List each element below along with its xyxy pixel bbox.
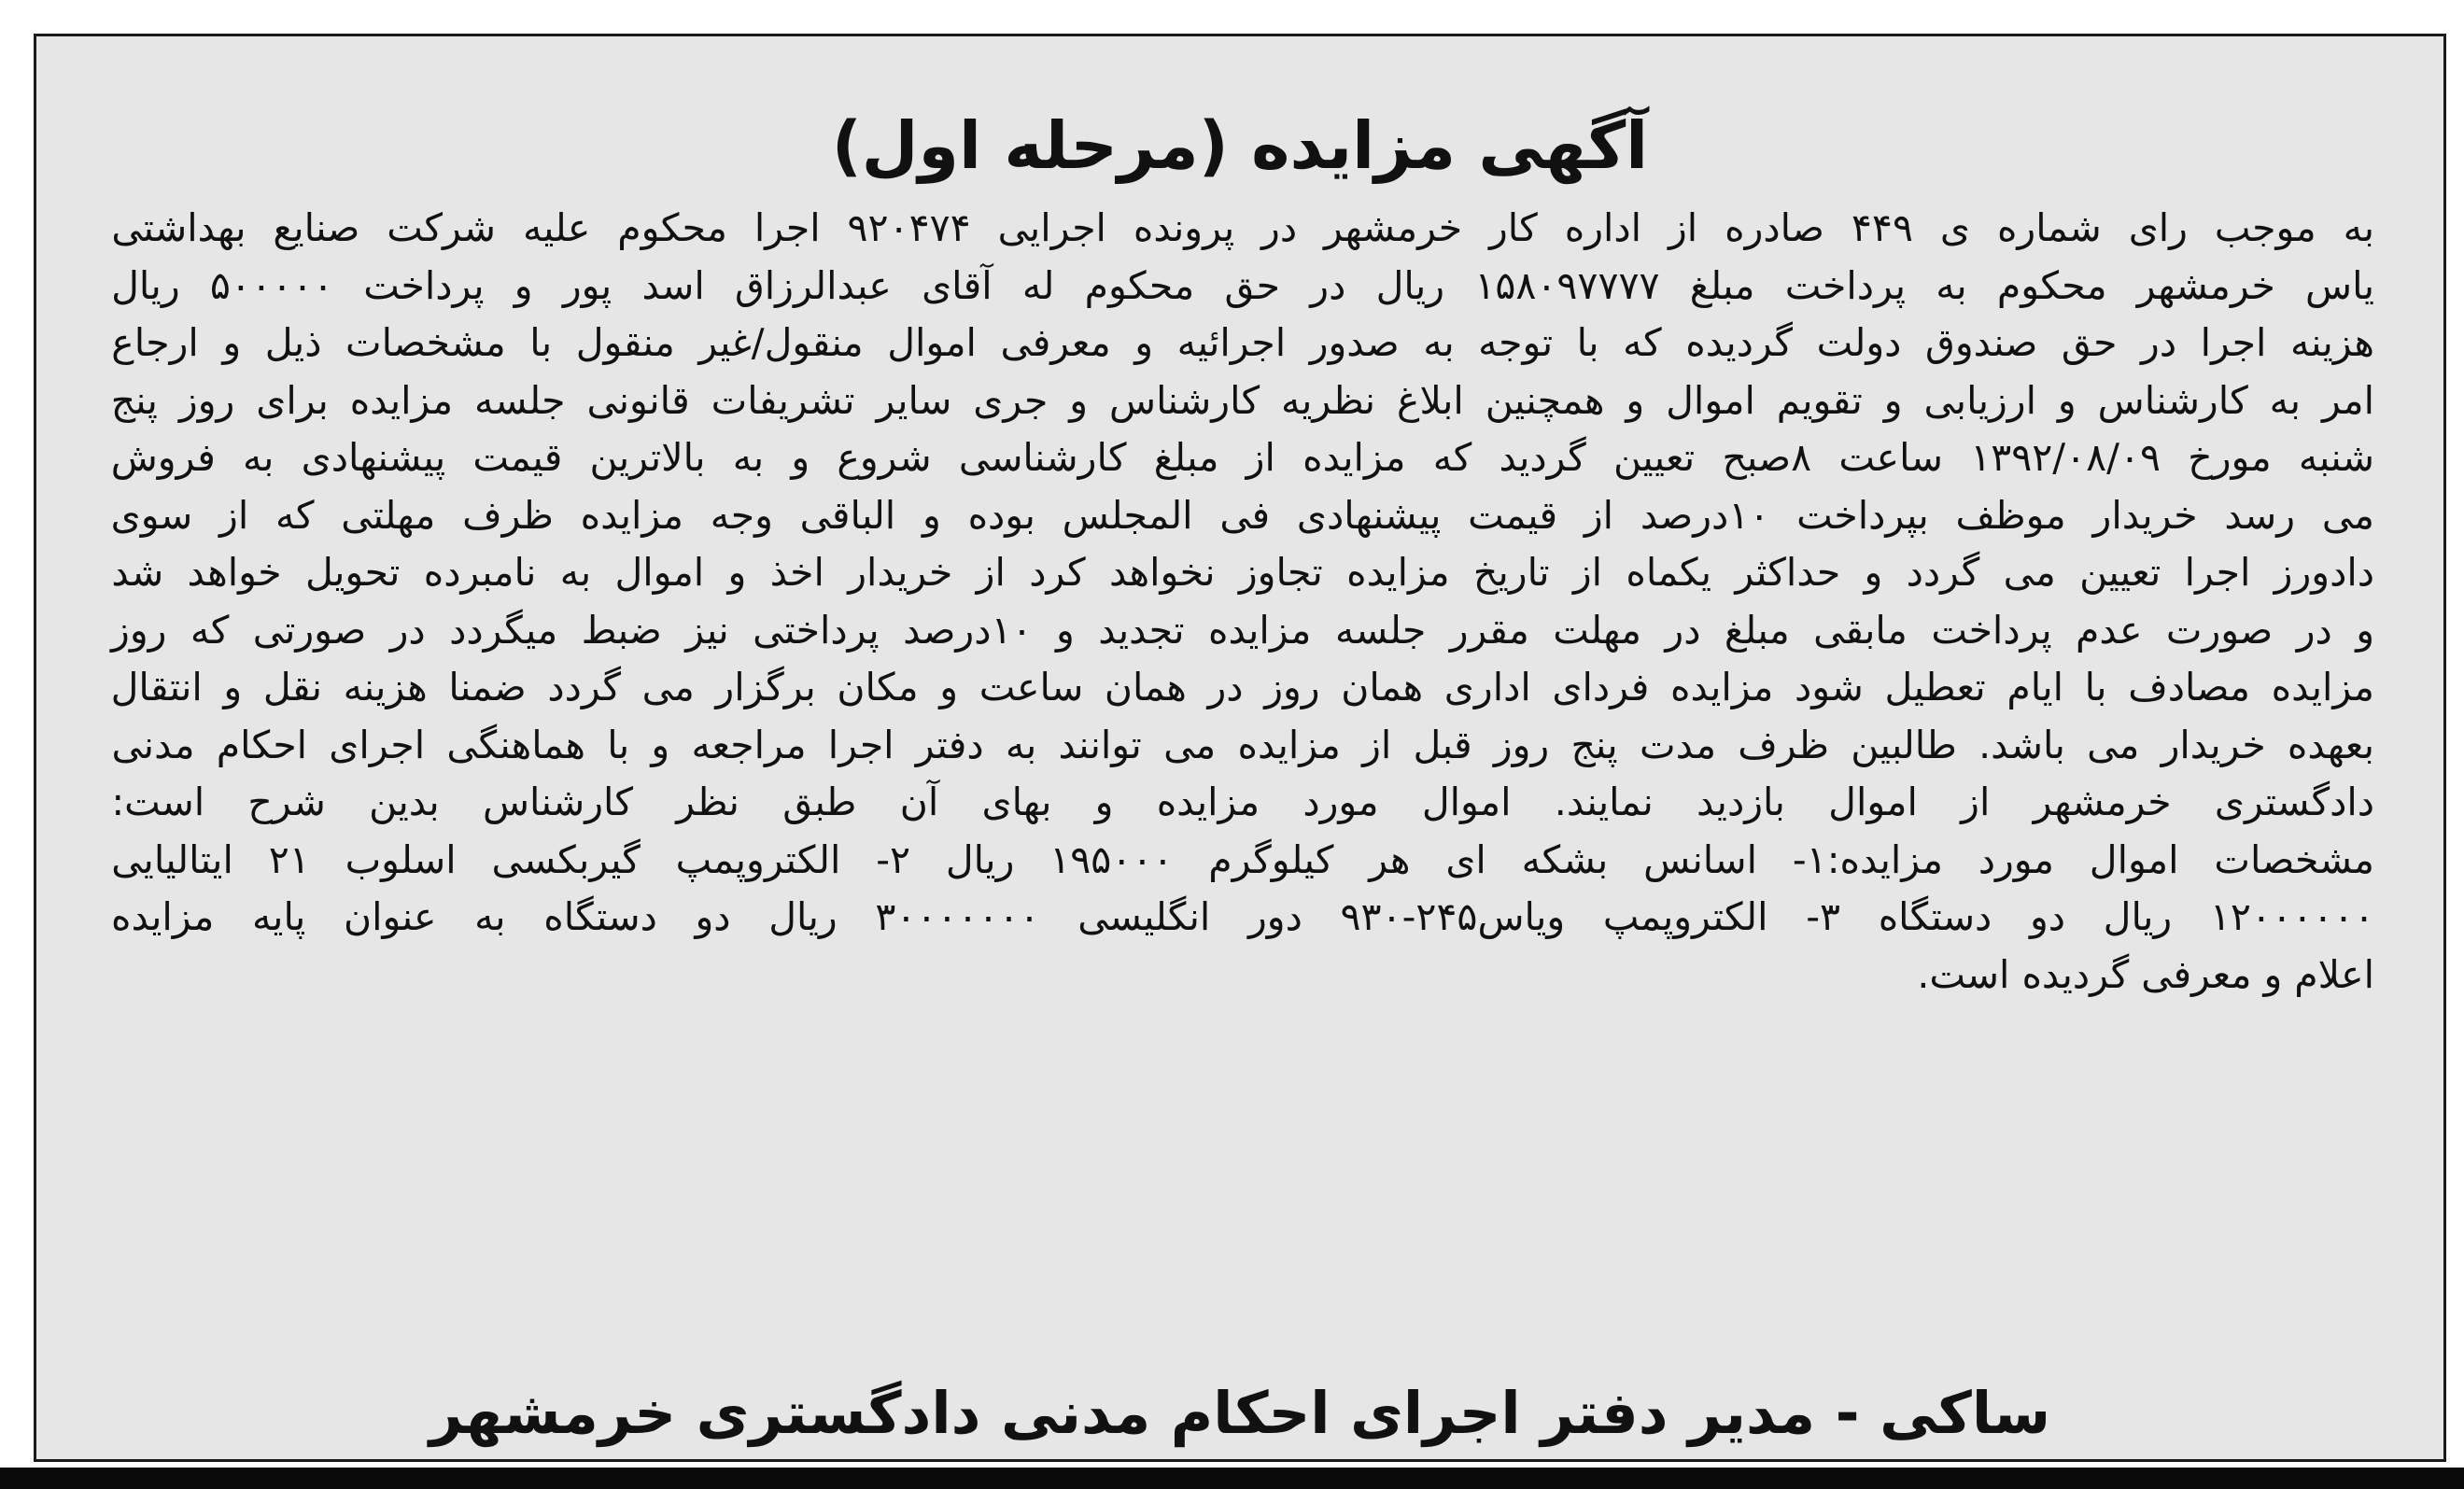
notice-signature: ساکی - مدیر دفتر اجرای احکام مدنی دادگستری خرمشهر xyxy=(429,1379,2051,1447)
body-line-10: بعهده خریدار می باشد. طالبین ظرف مدت پنج روز قبل از مزایده می توانند به دفتر اجرا مراجعه و با هماهنگی اجرای احکام مدنی xyxy=(111,722,2374,767)
bottom-border-bar xyxy=(0,1468,2464,1489)
notice-title: آگهی مزایده (مرحله اول) xyxy=(831,107,1649,184)
body-line-14: اعلام و معرفی گردیده است. xyxy=(1917,951,2374,997)
body-line-6: می رسد خریدار موظف بپرداخت ۱۰درصد از قیمت پیشنهادی فی المجلس بوده و الباقی وجه مزایده ظرف مهلتی که از سوی xyxy=(110,492,2374,538)
body-line-12: مشخصات اموال مورد مزایده:۱- اسانس بشکه ای هر کیلوگرم ۱۹۵۰۰۰ ریال ۲- الکتروپمپ گیربکسی اسلوب ۲۱ ایتالیایی xyxy=(111,836,2374,882)
body-line-8: و در صورت عدم پرداخت مابقی مبلغ در مهلت مقرر جلسه مزایده تجدید و ۱۰درصد پرداختی نیز ضبط میگردد در صورتی که روز xyxy=(111,607,2374,653)
body-line-11: دادگستری خرمشهر از اموال بازدید نمایند. اموال مورد مزایده و بهای آن طبق نظر کارشناس بدین شرح است: xyxy=(111,780,2374,824)
notice-body xyxy=(111,200,2374,1004)
body-line-3: هزینه اجرا در حق صندوق دولت گردیده که با توجه به صدور اجرائیه و معرفی اموال منقول/غیر منقول با مشخصات ذیل و ارجاع xyxy=(111,320,2374,365)
auction-notice xyxy=(34,34,2446,1462)
body-line-13: ۱۲۰۰۰۰۰۰ ریال دو دستگاه ۳- الکتروپمپ ویاس۲۴۵-۹۳۰ دور انگلیسی ۳۰۰۰۰۰۰۰ ریال دو دستگاه به عنوان پایه مزایده xyxy=(111,894,2374,939)
body-line-5: شنبه مورخ ۱۳۹۲/۰۸/۰۹ ساعت ۸صبح تعیین گردید که مزایده از مبلغ کارشناسی شروع و به بالاترین قیمت پیشنهادی به فروش xyxy=(110,435,2374,480)
body-line-1: به موجب رای شماره ی ۴۴۹ صادره از اداره کار خرمشهر در پرونده اجرایی ۹۲۰۴۷۴ اجرا محکوم علیه شرکت صنایع بهداشتی xyxy=(111,205,2374,250)
body-line-2: یاس خرمشهر محکوم به پرداخت مبلغ ۱۵۸۰۹۷۷۷۷ ریال در حق محکوم له آقای عبدالرزاق اسد پور و پرداخت ۵۰۰۰۰۰ ریال xyxy=(111,262,2374,308)
body-line-9: مزایده مصادف با ایام تعطیل شود مزایده فردای اداری همان روز در همان ساعت و مکان برگزار می گردد ضمنا هزینه نقل و انتقال xyxy=(110,665,2374,709)
body-line-4: امر به کارشناس و ارزیابی و تقویم اموال و همچنین ابلاغ نظریه کارشناس و جری سایر تشریفات قانونی جلسه مزایده برای روز پنج xyxy=(110,377,2374,423)
body-line-7: دادورز اجرا تعیین می گردد و حداکثر یکماه از تاریخ مزایده تجاوز نخواهد کرد از خریدار اخذ و اموال به نامبرده تحویل خواهد شد xyxy=(111,550,2374,595)
